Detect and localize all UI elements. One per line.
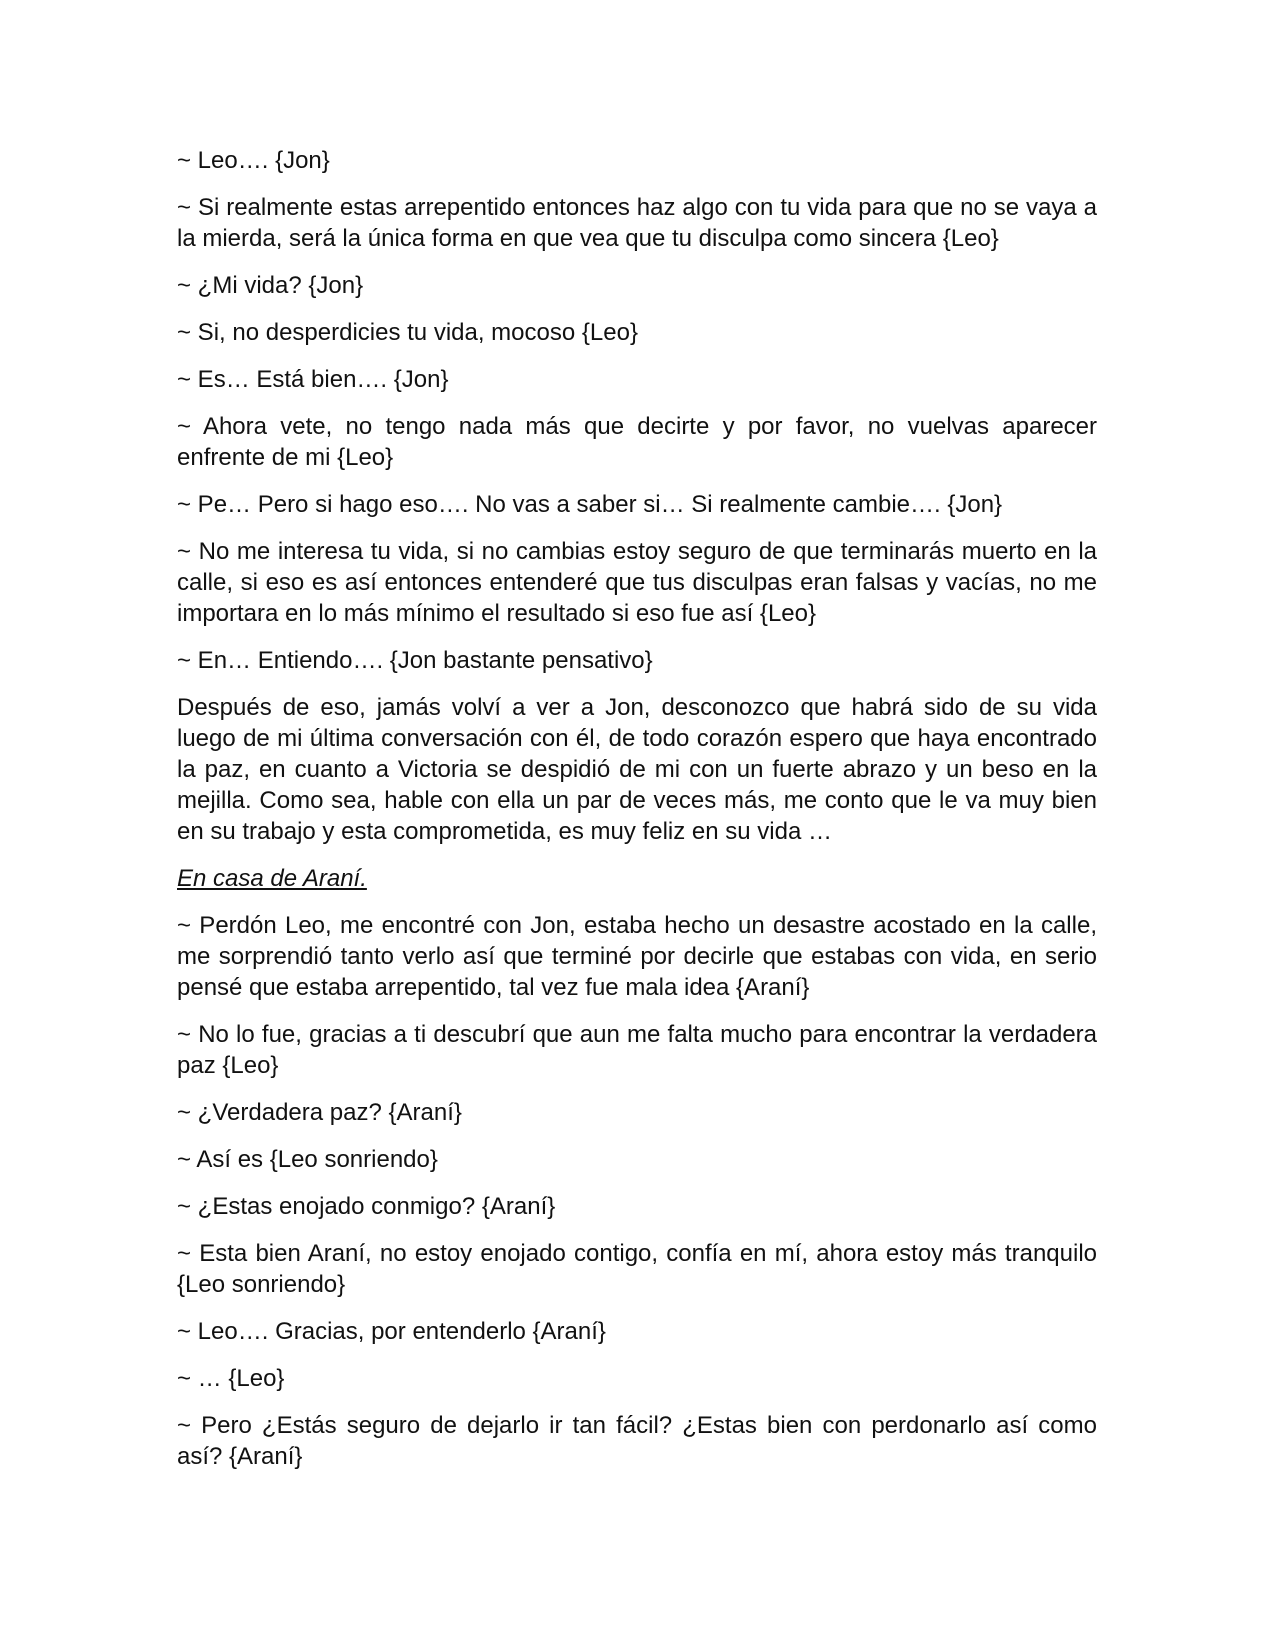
dialogue-line: ~ Esta bien Araní, no estoy enojado contigo, confía en mí, ahora estoy más tranquilo {Leo sonriendo} [177,1240,1097,1298]
dialogue-line: ~ No lo fue, gracias a ti descubrí que aun me falta mucho para encontrar la verdadera paz {Leo} [177,1021,1097,1079]
dialogue-line: ~ Perdón Leo, me encontré con Jon, estaba hecho un desastre acostado en la calle, me sorprendió tanto verlo así que terminé por decirle que estabas con vida, en serio pensé que estaba arrepentido, tal vez fue mala idea {Araní} [177,912,1097,1001]
dialogue-line: ~ ¿Verdadera paz? {Araní} [177,1099,462,1126]
dialogue-line: ~ En… Entiendo…. {Jon bastante pensativo} [177,647,653,674]
dialogue-line: ~ … {Leo} [177,1365,285,1392]
dialogue-line: ~ Pero ¿Estás seguro de dejarlo ir tan fácil? ¿Estas bien con perdonarlo así como así? {Araní} [177,1412,1097,1470]
dialogue-line: ~ Ahora vete, no tengo nada más que decirte y por favor, no vuelvas aparecer enfrente de mi {Leo} [177,413,1097,471]
dialogue-line: ~ ¿Estas enojado conmigo? {Araní} [177,1193,556,1220]
dialogue-line: ~ ¿Mi vida? {Jon} [177,272,364,299]
dialogue-line: ~ Así es {Leo sonriendo} [177,1146,438,1173]
dialogue-line: ~ Si realmente estas arrepentido entonces haz algo con tu vida para que no se vaya a la mierda, será la única forma en que vea que tu disculpa como sincera {Leo} [177,194,1097,252]
dialogue-line: ~ Leo…. {Jon} [177,147,330,174]
narration-paragraph: Después de eso, jamás volví a ver a Jon, desconozco que habrá sido de su vida luego de mi última conversación con él, de todo corazón espero que haya encontrado la paz, en cuanto a Victoria se despidió de mi con un fuerte abrazo y un beso en la mejilla. Como sea, hable con ella un par de veces más, me conto que le va muy bien en su trabajo y esta comprometida, es muy feliz en su vida … [177,694,1097,845]
dialogue-line: ~ Es… Está bien…. {Jon} [177,366,449,393]
section-heading: En casa de Araní. [177,865,367,892]
dialogue-line: ~ Leo…. Gracias, por entenderlo {Araní} [177,1318,606,1345]
dialogue-line: ~ Si, no desperdicies tu vida, mocoso {Leo} [177,319,638,346]
text-column [177,145,1097,1488]
dialogue-line: ~ Pe… Pero si hago eso…. No vas a saber si… Si realmente cambie…. {Jon} [177,491,1003,518]
dialogue-line: ~ No me interesa tu vida, si no cambias estoy seguro de que terminarás muerto en la calle, si eso es así entonces entenderé que tus disculpas eran falsas y vacías, no me importara en lo más mínimo el resultado si eso fue así {Leo} [177,538,1097,627]
